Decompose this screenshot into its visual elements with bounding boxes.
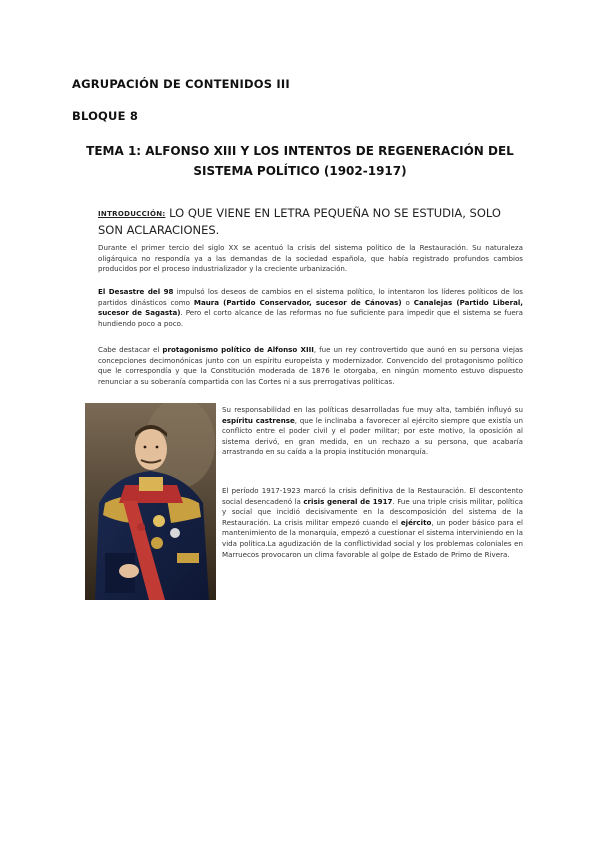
- paragraph-desastre: [98, 287, 523, 329]
- introduction-label: INTRODUCCIÓN:: [98, 210, 166, 218]
- bold-protagonismo: protagonismo político de Alfonso XIII: [162, 345, 314, 354]
- topic-title: [80, 141, 520, 181]
- bold-crisis-1917: crisis general de 1917: [303, 496, 393, 506]
- text-span: . Fue una triple crisis militar, política y social que incidió decisivamente en la descomposición del sistema de la Restauración. La crisis militar empezó cuando el: [222, 496, 523, 527]
- text-span: . Pero el corto alcance de las reformas no fue suficiente para impedir que el sistema se fuera hundiendo poco a poco.: [98, 308, 523, 328]
- text-span: , un poder básico para el mantenimiento de la monarquía, empezó a cuestionar el sistema interviniendo en la vida política.La agudización de la conflictividad social y los problemas coloniales en Marruecos provocaron un clima favorable al golpe de Estado de Primo de Rivera.: [222, 517, 523, 559]
- text-span: , que le inclinaba a favorecer al ejército siempre que existía un conflicto entre el poder civil y el poder militar; por este motivo, la oposición al sistema derivó, en gran medida, en un rechazo a su persona, que acabaría arrastrando en su caída a la propia institución monarquía.: [222, 415, 523, 457]
- bold-maura: Maura (Partido Conservador, sucesor de Cánovas): [193, 297, 402, 307]
- bold-ejercito: ejército: [400, 517, 432, 527]
- portrait-image: [85, 403, 216, 600]
- bold-castrense: espíritu castrense: [222, 415, 295, 425]
- topic-title-line2: SISTEMA POLÍTICO (1902-1917): [193, 164, 407, 178]
- topic-title-line1: TEMA 1: ALFONSO XIII Y LOS INTENTOS DE REGENERACIÓN DEL: [86, 144, 514, 158]
- text-span: Su responsabilidad en las políticas desarrolladas fue muy alta, también influyó su: [222, 405, 523, 414]
- bold-desastre: El Desastre del 98: [98, 287, 174, 296]
- group-heading: AGRUPACIÓN DE CONTENIDOS III: [72, 77, 290, 91]
- text-span: El período 1917-1923 marcó la crisis definitiva de la Restauración. El descontento social desencadenó la: [222, 486, 523, 506]
- paragraph-crisis-1917: [222, 486, 523, 560]
- text-span: Cabe destacar el: [98, 345, 163, 354]
- bold-canalejas: Canalejas (Partido Liberal, sucesor de Sagasta): [98, 297, 524, 318]
- paragraph-responsabilidad: [222, 405, 523, 458]
- text-span: impulsó los deseos de cambios en el sistema político, lo intentaron los líderes políticos de los partidos dinásticos como: [98, 287, 523, 307]
- alfonso-xiii-portrait: [85, 403, 216, 600]
- introduction-text: LO QUE VIENE EN LETRA PEQUEÑA NO SE ESTUDIA, SOLO SON ACLARACIONES.: [98, 206, 501, 237]
- introduction: [98, 205, 528, 238]
- paragraph-crisis: Durante el primer tercio del siglo XX se acentuó la crisis del sistema político de la Restauración. Su naturaleza oligárquica no respondía ya a las demandas de la sociedad española, que había registrado profundos cambios producidos por el proceso industrializador y la creciente urbanización.: [98, 243, 523, 274]
- block-heading: BLOQUE 8: [72, 109, 139, 123]
- text-span: o: [401, 297, 414, 307]
- paragraph-protagonismo: [98, 345, 523, 387]
- text-span: , fue un rey controvertido que aunó en su persona viejas concepciones decimonónicas junto con un espíritu europeísta y modernizador. Convencido del protagonismo político que le correspondía y que la Constitución moderada de 1876 le otorgaba, en ningún momento estuvo dispuesto renunciar a su soberanía compartida con las Cortes ni a sus prerrogativas políticas.: [98, 345, 523, 386]
